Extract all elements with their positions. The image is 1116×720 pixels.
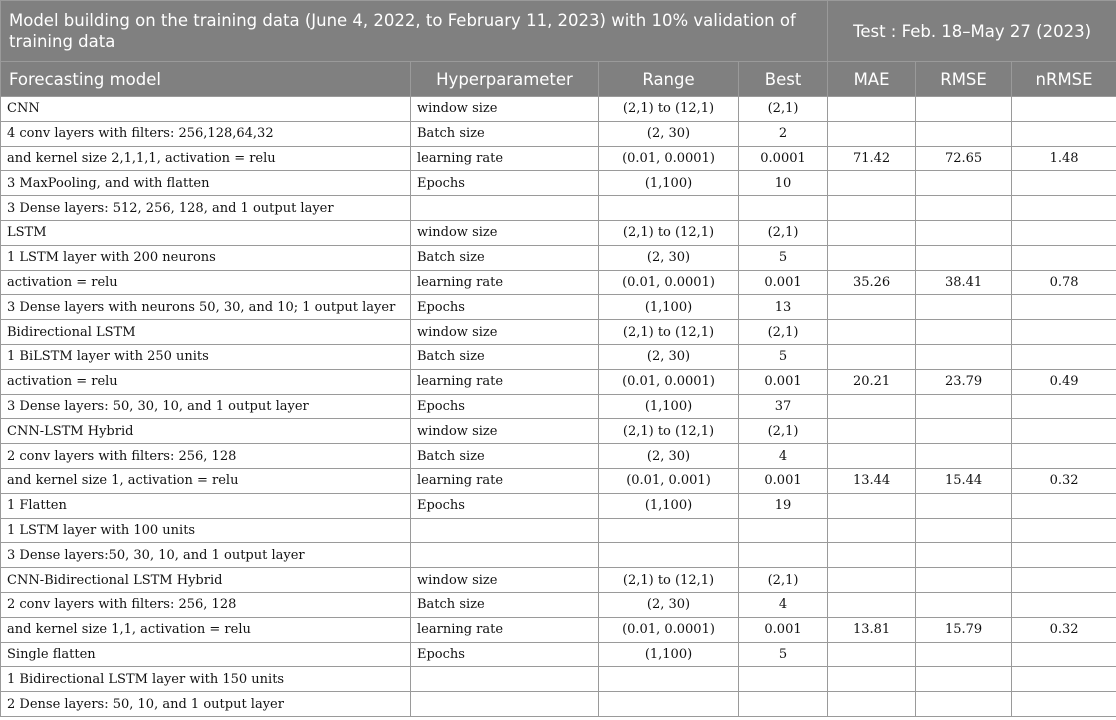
nrmse-cell <box>1012 592 1116 617</box>
table-row <box>1 344 1116 369</box>
nrmse-cell <box>1012 121 1116 146</box>
best-cell: 0.0001 <box>739 146 828 171</box>
mae-cell <box>828 245 916 270</box>
mae-cell <box>828 419 916 444</box>
nrmse-cell <box>1012 97 1116 122</box>
nrmse-cell <box>1012 493 1116 518</box>
nrmse-cell <box>1012 394 1116 419</box>
best-cell: 0.001 <box>739 369 828 394</box>
rmse-cell <box>916 245 1012 270</box>
nrmse-cell <box>1012 245 1116 270</box>
mae-cell <box>828 667 916 692</box>
table-row <box>1 592 1116 617</box>
rmse-cell <box>916 320 1012 345</box>
mae-cell <box>828 592 916 617</box>
table-row <box>1 97 1116 122</box>
best-cell: (2,1) <box>739 320 828 345</box>
model-cell: 1 BiLSTM layer with 250 units <box>1 344 411 369</box>
range-cell: (2, 30) <box>599 245 739 270</box>
hyperparameter-cell: window size <box>411 419 599 444</box>
rmse-cell <box>916 692 1012 717</box>
model-cell: activation = relu <box>1 270 411 295</box>
range-cell <box>599 667 739 692</box>
table-row <box>1 642 1116 667</box>
nrmse-cell <box>1012 171 1116 196</box>
rmse-cell: 23.79 <box>916 369 1012 394</box>
table-row <box>1 171 1116 196</box>
hyperparameter-cell <box>411 692 599 717</box>
rmse-cell <box>916 568 1012 593</box>
nrmse-cell: 0.32 <box>1012 617 1116 642</box>
training-caption: Model building on the training data (June 4, 2022, to February 11, 2023) with 10% validation of training data <box>1 1 828 62</box>
range-cell: (1,100) <box>599 642 739 667</box>
col-header-forecasting-model: Forecasting model <box>1 62 411 97</box>
hyperparameter-cell: Epochs <box>411 171 599 196</box>
mae-cell: 13.81 <box>828 617 916 642</box>
best-cell: 5 <box>739 245 828 270</box>
table-row <box>1 667 1116 692</box>
nrmse-cell <box>1012 543 1116 568</box>
nrmse-cell: 0.78 <box>1012 270 1116 295</box>
mae-cell <box>828 518 916 543</box>
hyperparameter-cell <box>411 667 599 692</box>
mae-cell <box>828 444 916 469</box>
mae-cell <box>828 692 916 717</box>
hyperparameter-cell: Epochs <box>411 493 599 518</box>
hyperparameter-cell: Epochs <box>411 295 599 320</box>
hyperparameter-cell: learning rate <box>411 270 599 295</box>
range-cell: (0.01, 0.0001) <box>599 617 739 642</box>
model-cell: Bidirectional LSTM <box>1 320 411 345</box>
model-cell: 3 MaxPooling, and with flatten <box>1 171 411 196</box>
range-cell: (2, 30) <box>599 592 739 617</box>
model-cell: CNN-Bidirectional LSTM Hybrid <box>1 568 411 593</box>
range-cell: (2, 30) <box>599 344 739 369</box>
model-cell: 1 LSTM layer with 100 units <box>1 518 411 543</box>
col-header-range: Range <box>599 62 739 97</box>
hyperparameter-cell: Batch size <box>411 121 599 146</box>
model-cell: CNN-LSTM Hybrid <box>1 419 411 444</box>
table-row <box>1 568 1116 593</box>
nrmse-cell <box>1012 667 1116 692</box>
nrmse-cell <box>1012 568 1116 593</box>
range-cell: (0.01, 0.0001) <box>599 270 739 295</box>
model-cell: 3 Dense layers: 512, 256, 128, and 1 output layer <box>1 196 411 221</box>
model-cell: LSTM <box>1 220 411 245</box>
best-cell: (2,1) <box>739 97 828 122</box>
hyperparameter-cell <box>411 196 599 221</box>
table-row <box>1 518 1116 543</box>
range-cell: (2,1) to (12,1) <box>599 320 739 345</box>
nrmse-cell <box>1012 320 1116 345</box>
best-cell <box>739 543 828 568</box>
nrmse-cell: 0.49 <box>1012 369 1116 394</box>
range-cell: (1,100) <box>599 493 739 518</box>
range-cell: (2,1) to (12,1) <box>599 419 739 444</box>
hyperparameter-cell: window size <box>411 568 599 593</box>
table-row <box>1 444 1116 469</box>
col-header-mae: MAE <box>828 62 916 97</box>
model-cell: Single flatten <box>1 642 411 667</box>
best-cell: 4 <box>739 592 828 617</box>
rmse-cell <box>916 196 1012 221</box>
best-cell: 13 <box>739 295 828 320</box>
nrmse-cell: 0.32 <box>1012 468 1116 493</box>
nrmse-cell <box>1012 295 1116 320</box>
hyperparameter-cell: learning rate <box>411 369 599 394</box>
range-cell <box>599 543 739 568</box>
nrmse-cell <box>1012 518 1116 543</box>
rmse-cell: 15.44 <box>916 468 1012 493</box>
model-cell: CNN <box>1 97 411 122</box>
table-row <box>1 394 1116 419</box>
best-cell <box>739 692 828 717</box>
mae-cell <box>828 220 916 245</box>
hyperparameter-cell: learning rate <box>411 617 599 642</box>
test-caption: Test : Feb. 18–May 27 (2023) <box>828 1 1116 62</box>
mae-cell <box>828 121 916 146</box>
model-cell: and kernel size 2,1,1,1, activation = relu <box>1 146 411 171</box>
table-row <box>1 493 1116 518</box>
mae-cell: 71.42 <box>828 146 916 171</box>
rmse-cell: 15.79 <box>916 617 1012 642</box>
best-cell: 0.001 <box>739 617 828 642</box>
table-row <box>1 692 1116 717</box>
hyperparameter-cell: Batch size <box>411 344 599 369</box>
best-cell: 4 <box>739 444 828 469</box>
mae-cell <box>828 295 916 320</box>
mae-cell: 13.44 <box>828 468 916 493</box>
mae-cell: 20.21 <box>828 369 916 394</box>
mae-cell <box>828 320 916 345</box>
range-cell: (2,1) to (12,1) <box>599 568 739 593</box>
table-row <box>1 245 1116 270</box>
rmse-cell <box>916 171 1012 196</box>
hyperparameter-cell: window size <box>411 220 599 245</box>
nrmse-cell <box>1012 444 1116 469</box>
nrmse-cell: 1.48 <box>1012 146 1116 171</box>
table-row <box>1 468 1116 493</box>
rmse-cell <box>916 493 1012 518</box>
table-row <box>1 320 1116 345</box>
best-cell: 19 <box>739 493 828 518</box>
rmse-cell <box>916 220 1012 245</box>
best-cell: 0.001 <box>739 270 828 295</box>
nrmse-cell <box>1012 196 1116 221</box>
range-cell: (2, 30) <box>599 121 739 146</box>
table-body <box>1 97 1116 717</box>
nrmse-cell <box>1012 692 1116 717</box>
hyperparameter-cell: Epochs <box>411 394 599 419</box>
best-cell: (2,1) <box>739 220 828 245</box>
hyperparameter-cell <box>411 543 599 568</box>
rmse-cell <box>916 592 1012 617</box>
rmse-cell <box>916 295 1012 320</box>
range-cell: (2, 30) <box>599 444 739 469</box>
range-cell: (1,100) <box>599 394 739 419</box>
model-cell: 3 Dense layers with neurons 50, 30, and 10; 1 output layer <box>1 295 411 320</box>
nrmse-cell <box>1012 344 1116 369</box>
mae-cell <box>828 171 916 196</box>
best-cell: 5 <box>739 642 828 667</box>
hyperparameter-cell: window size <box>411 97 599 122</box>
mae-cell <box>828 97 916 122</box>
best-cell: 10 <box>739 171 828 196</box>
mae-cell: 35.26 <box>828 270 916 295</box>
col-header-rmse: RMSE <box>916 62 1012 97</box>
col-header-nrmse: nRMSE <box>1012 62 1116 97</box>
rmse-cell <box>916 344 1012 369</box>
model-cell: 4 conv layers with filters: 256,128,64,32 <box>1 121 411 146</box>
col-header-best: Best <box>739 62 828 97</box>
model-cell: activation = relu <box>1 369 411 394</box>
mae-cell <box>828 543 916 568</box>
table-row <box>1 543 1116 568</box>
model-cell: and kernel size 1, activation = relu <box>1 468 411 493</box>
rmse-cell: 38.41 <box>916 270 1012 295</box>
best-cell: 2 <box>739 121 828 146</box>
model-cell: 2 Dense layers: 50, 10, and 1 output layer <box>1 692 411 717</box>
table-row <box>1 270 1116 295</box>
best-cell: (2,1) <box>739 419 828 444</box>
mae-cell <box>828 493 916 518</box>
range-cell: (2,1) to (12,1) <box>599 97 739 122</box>
rmse-cell <box>916 444 1012 469</box>
hyperparameter-cell: Batch size <box>411 444 599 469</box>
best-cell <box>739 667 828 692</box>
rmse-cell <box>916 543 1012 568</box>
hyperparameter-cell: learning rate <box>411 468 599 493</box>
nrmse-cell <box>1012 419 1116 444</box>
model-cell: 3 Dense layers:50, 30, 10, and 1 output layer <box>1 543 411 568</box>
best-cell <box>739 518 828 543</box>
table-row <box>1 295 1116 320</box>
range-cell: (2,1) to (12,1) <box>599 220 739 245</box>
table-row <box>1 617 1116 642</box>
range-cell: (1,100) <box>599 295 739 320</box>
mae-cell <box>828 344 916 369</box>
rmse-cell <box>916 419 1012 444</box>
mae-cell <box>828 568 916 593</box>
rmse-cell <box>916 518 1012 543</box>
hyperparameter-cell <box>411 518 599 543</box>
table-row <box>1 369 1116 394</box>
rmse-cell <box>916 667 1012 692</box>
table-row <box>1 196 1116 221</box>
rmse-cell: 72.65 <box>916 146 1012 171</box>
best-cell: 37 <box>739 394 828 419</box>
title-row <box>1 1 1116 62</box>
range-cell: (0.01, 0.001) <box>599 468 739 493</box>
rmse-cell <box>916 97 1012 122</box>
model-cell: 1 Flatten <box>1 493 411 518</box>
table-row <box>1 419 1116 444</box>
best-cell: 0.001 <box>739 468 828 493</box>
best-cell: (2,1) <box>739 568 828 593</box>
nrmse-cell <box>1012 220 1116 245</box>
hyperparameter-cell: Epochs <box>411 642 599 667</box>
model-cell: 1 Bidirectional LSTM layer with 150 units <box>1 667 411 692</box>
range-cell <box>599 196 739 221</box>
mae-cell <box>828 394 916 419</box>
range-cell <box>599 692 739 717</box>
model-cell: 2 conv layers with filters: 256, 128 <box>1 444 411 469</box>
model-cell: and kernel size 1,1, activation = relu <box>1 617 411 642</box>
hyperparameter-cell: window size <box>411 320 599 345</box>
table-row <box>1 146 1116 171</box>
best-cell <box>739 196 828 221</box>
model-cell: 3 Dense layers: 50, 30, 10, and 1 output layer <box>1 394 411 419</box>
range-cell: (0.01, 0.0001) <box>599 369 739 394</box>
model-cell: 2 conv layers with filters: 256, 128 <box>1 592 411 617</box>
rmse-cell <box>916 642 1012 667</box>
rmse-cell <box>916 394 1012 419</box>
hyperparameter-cell: learning rate <box>411 146 599 171</box>
col-header-hyperparameter: Hyperparameter <box>411 62 599 97</box>
table-row <box>1 121 1116 146</box>
hyperparameter-cell: Batch size <box>411 592 599 617</box>
nrmse-cell <box>1012 642 1116 667</box>
best-cell: 5 <box>739 344 828 369</box>
table-row <box>1 220 1116 245</box>
model-cell: 1 LSTM layer with 200 neurons <box>1 245 411 270</box>
range-cell <box>599 518 739 543</box>
rmse-cell <box>916 121 1012 146</box>
hyperparameter-cell: Batch size <box>411 245 599 270</box>
header-row <box>1 62 1116 97</box>
range-cell: (1,100) <box>599 171 739 196</box>
range-cell: (0.01, 0.0001) <box>599 146 739 171</box>
mae-cell <box>828 196 916 221</box>
mae-cell <box>828 642 916 667</box>
